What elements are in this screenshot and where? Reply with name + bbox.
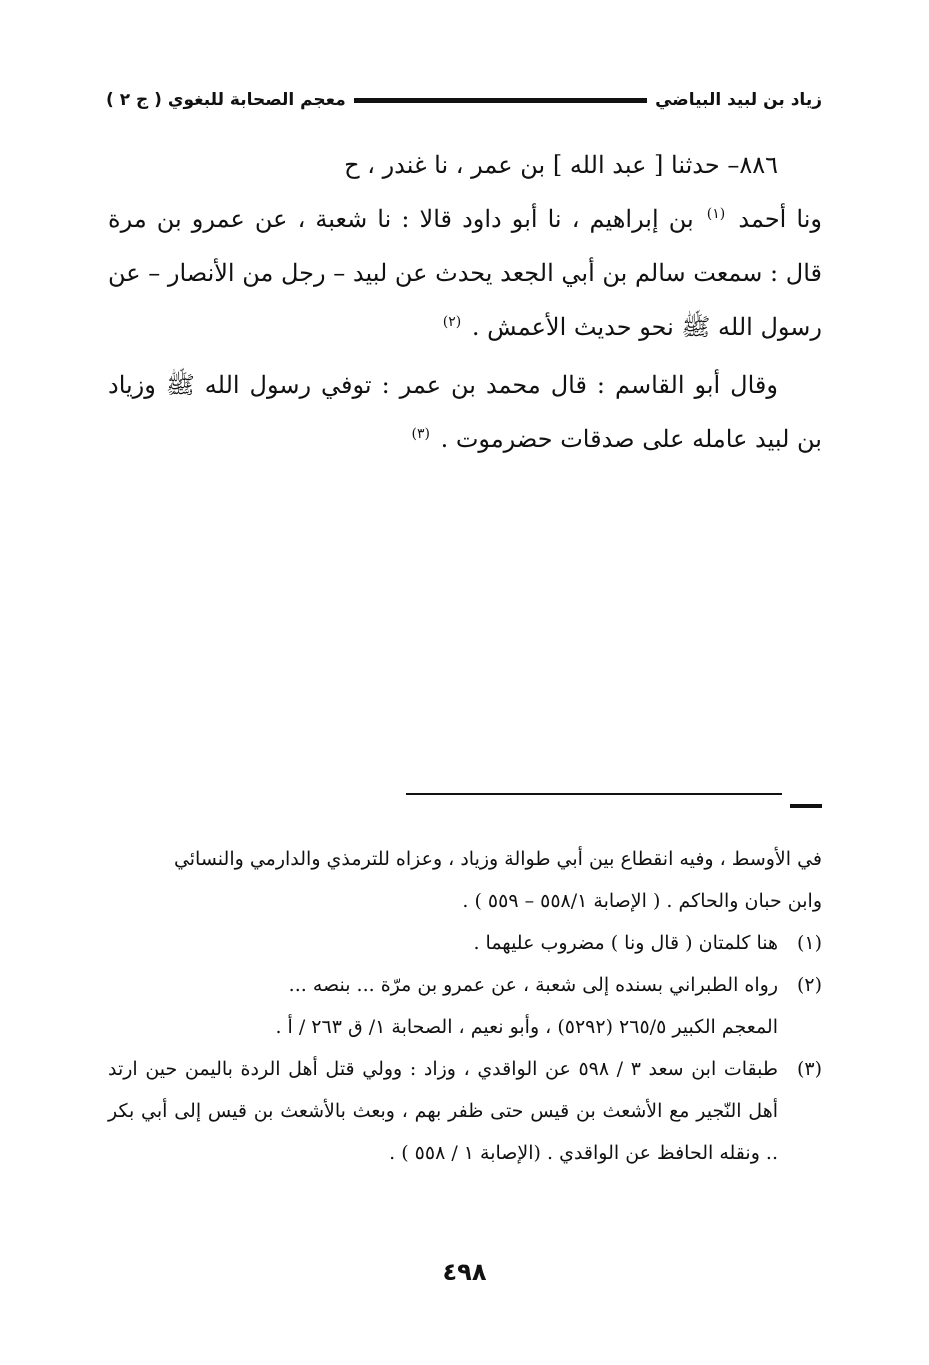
footnote-text: رواه الطبراني بسنده إلى شعبة ، عن عمرو بن مرّة ... بنصه ... المعجم الكبير ٢٦٥/٥ (٥٢٩٢) ، وأبو نعيم ، الصحابة ١/ ق ٢٦٣ / أ .	[275, 974, 778, 1038]
footnote-text: طبقات ابن سعد ٣ / ٥٩٨ عن الواقدي ، وزاد : وولي قتل أهل الردة باليمن حين ارتد أهل النّجير مع الأشعث بن قيس حتى ظفر بهم ، وبعث بالأشعث بن قيس إلى أبي بكر .. ونقله الحافظ عن الواقدي . (الإصابة ١ / ٥٥٨ ) .	[108, 1058, 778, 1164]
header-entry-title: زياد بن لبيد البياضي	[655, 90, 822, 110]
hadith-886-body: ونا أحمد $^{(١)}$ بن إبراهيم ، نا أبو داود قالا : نا شعبة ، عن عمرو بن مرة قال : سمعت سالم بن أبي الجعد يحدث عن لبيد – رجل من الأنصار – عن رسول الله ﷺ نحو حديث الأعمش . $^{(٢)}$	[108, 205, 823, 341]
footnote-carryover-line2: وابن حبان والحاكم . ( الإصابة ٥٥٨/١ – ٥٥٩ ) .	[462, 890, 822, 912]
header-rule	[354, 98, 647, 103]
footnote-number: (٢)	[796, 974, 822, 996]
header-book-title: معجم الصحابة للبغوي ( ج ٢ )	[106, 90, 346, 110]
abu-alqasim-paragraph: وقال أبو القاسم : قال محمد بن عمر : توفي رسول الله ﷺ وزياد بن لبيد عامله على صدقات حضرموت . $^{(٣)}$	[108, 371, 822, 453]
footnote-carryover-line1: في الأوسط ، وفيه انقطاع بين أبي طوالة وزياد ، وعزاه للترمذي والدارمي والنسائي	[173, 848, 822, 870]
footnote-1	[108, 922, 822, 964]
footnote-ref-2[interactable]: (٢)	[442, 314, 462, 330]
page-number: ٤٩٨	[442, 1258, 487, 1286]
footnote-number: (١)	[796, 932, 822, 954]
main-text	[108, 138, 822, 466]
hadith-886-line1: ٨٨٦– حدثنا [ عبد الله ] بن عمر ، نا غندر ، ح	[344, 151, 778, 179]
footnote-ref-1[interactable]: (١)	[706, 206, 726, 222]
footnote-2	[108, 964, 822, 1048]
footnote-3	[108, 1048, 822, 1174]
footnote-separator	[406, 793, 782, 795]
footnote-continuation-mark	[790, 804, 822, 808]
footnote-ref-3[interactable]: (٣)	[411, 426, 430, 442]
footnotes	[108, 838, 822, 1174]
footnote-number: (٣)	[796, 1058, 822, 1080]
running-header	[106, 82, 822, 118]
footnote-text: هنا كلمتان ( قال ونا ) مضروب عليهما .	[473, 932, 778, 954]
